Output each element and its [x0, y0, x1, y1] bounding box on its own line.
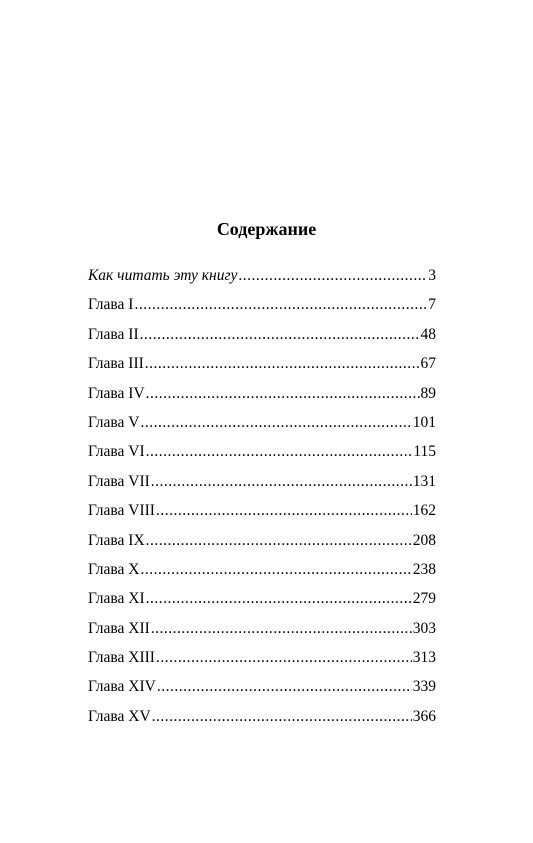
dot-leader	[140, 413, 411, 433]
toc-entry	[88, 589, 436, 618]
toc-entry-label: Глава I	[88, 296, 134, 314]
toc-entry-label: Глава III	[88, 355, 144, 373]
toc-entry-label: Глава VI	[88, 443, 145, 461]
toc-entry-label: Глава XIV	[88, 678, 156, 696]
toc-entry	[88, 560, 436, 589]
toc-entry-label: Глава XII	[88, 619, 150, 637]
toc-entry-page: 238	[412, 560, 436, 578]
dot-leader	[146, 589, 412, 609]
toc-entry-page: 313	[412, 649, 436, 667]
toc-entry-label: Глава XV	[88, 707, 151, 725]
toc-entry-page: 303	[412, 619, 436, 637]
toc-entry-page: 48	[420, 325, 436, 343]
toc-entry	[88, 384, 436, 413]
toc-entry-page: 115	[413, 443, 436, 461]
toc-entry-label: Глава V	[88, 413, 140, 431]
toc-entry-label: Глава II	[88, 325, 139, 343]
dot-leader	[151, 619, 412, 639]
toc-entry-label: Глава VIII	[88, 502, 155, 520]
toc-entry	[88, 354, 436, 383]
dot-leader	[146, 531, 412, 551]
toc-entry	[88, 295, 436, 324]
dot-leader	[146, 442, 413, 462]
toc-entry	[88, 531, 436, 560]
toc-entry	[88, 413, 436, 442]
dot-leader	[156, 501, 412, 521]
toc-entry-page: 339	[412, 678, 436, 696]
dot-leader	[152, 707, 412, 727]
toc-list	[88, 266, 436, 736]
dot-leader	[157, 677, 412, 697]
toc-entry-page: 279	[412, 590, 436, 608]
dot-leader	[140, 325, 420, 345]
toc-entry	[88, 325, 436, 354]
dot-leader	[145, 354, 420, 374]
toc-entry-label: Глава IV	[88, 384, 145, 402]
toc-entry-page: 7	[428, 296, 436, 314]
toc-entry-page: 366	[412, 707, 436, 725]
toc-entry	[88, 501, 436, 530]
toc-entry	[88, 648, 436, 677]
toc-entry	[88, 677, 436, 706]
dot-leader	[151, 472, 412, 492]
toc-entry-page: 162	[412, 502, 436, 520]
toc-entry	[88, 619, 436, 648]
toc-entry-label: Глава XIII	[88, 649, 155, 667]
dot-leader	[156, 648, 412, 668]
toc-entry-label: Как читать эту книгу	[88, 267, 238, 284]
toc-entry	[88, 442, 436, 471]
dot-leader	[146, 384, 420, 404]
toc-entry-page: 3	[428, 267, 436, 284]
toc-entry-page: 89	[420, 384, 436, 402]
toc-entry	[88, 266, 436, 295]
dot-leader	[140, 560, 411, 580]
toc-entry-label: Глава IX	[88, 531, 145, 549]
toc-entry-page: 67	[420, 355, 436, 373]
dot-leader	[238, 266, 427, 286]
toc-entry-page: 208	[412, 531, 436, 549]
toc-entry-page: 131	[412, 472, 436, 490]
toc-entry	[88, 707, 436, 736]
toc-entry-label: Глава VII	[88, 472, 150, 490]
toc-entry-page: 101	[412, 413, 436, 431]
toc-entry	[88, 472, 436, 501]
dot-leader	[134, 295, 427, 315]
toc-entry-label: Глава X	[88, 560, 140, 578]
toc-title: Содержание	[216, 219, 317, 239]
toc-entry-label: Глава XI	[88, 590, 145, 608]
